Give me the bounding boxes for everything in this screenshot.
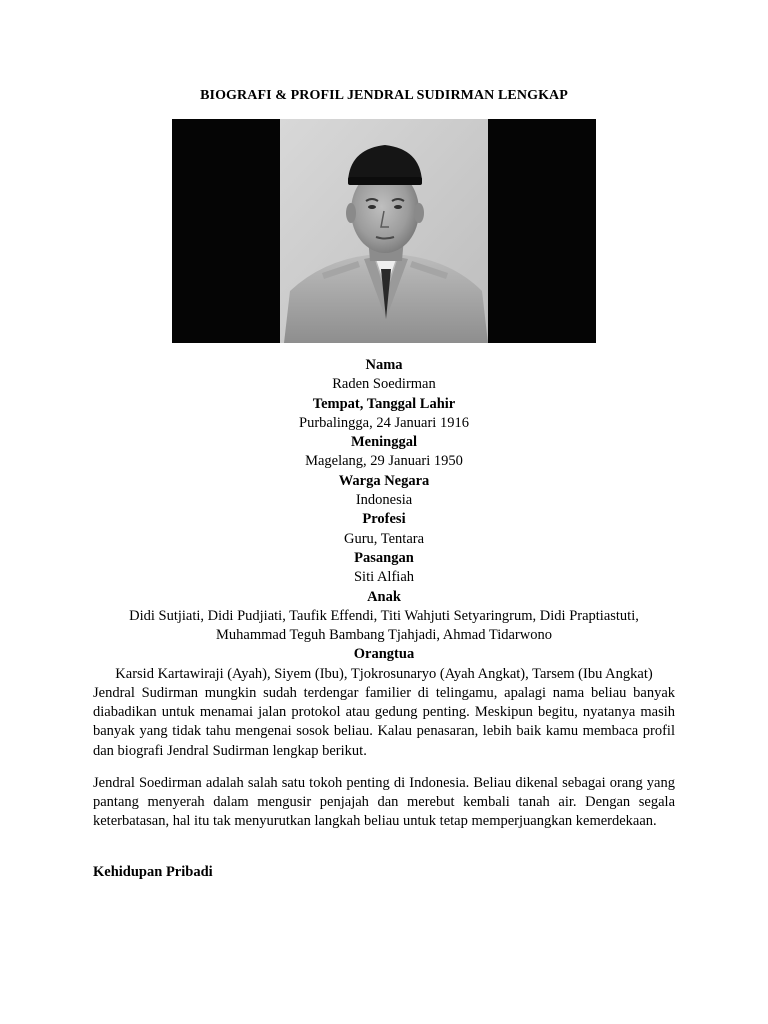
section-heading: Kehidupan Pribadi	[93, 864, 213, 880]
warga-negara-label: Warga Negara	[338, 472, 430, 489]
warga-negara-value: Indonesia	[355, 492, 413, 509]
anak-value-line2: Muhammad Teguh Bambang Tjahjadi, Ahmad Tidarwono	[216, 627, 552, 644]
portrait-photo	[172, 119, 596, 343]
meninggal-label: Meninggal	[350, 434, 418, 451]
meninggal-value: Magelang, 29 Januari 1950	[305, 453, 463, 470]
pasangan-value: Siti Alfiah	[353, 569, 415, 586]
summary-paragraph: Jendral Soedirman adalah salah satu tokoh penting di Indonesia. Beliau dikenal sebagai orang yang pantang menyerah dalam mengusir penjajah dan merebut kembali tanah air. Dengan segala keterbatasan, hal itu tak menyurutkan langkah beliau untuk tetap memperjuangkan kemerdekaan.	[93, 775, 675, 830]
intro-paragraph: Jendral Sudirman mungkin sudah terdengar familier di telingamu, apalagi nama beliau banyak diabadikan untuk menamai jalan protokol atau gedung penting. Meskipun begitu, nyatanya masih banyak yang tidak tahu mengenai sosok beliau. Kalau penasaran, lebih baik kamu membaca profil dan biografi Jendral Sudirman lengkap berikut.	[93, 685, 675, 759]
nama-label: Nama	[365, 357, 403, 373]
nama-value: Raden Soedirman	[332, 376, 436, 393]
document-title: BIOGRAFI & PROFIL JENDRAL SUDIRMAN LENGKAP	[200, 88, 568, 103]
anak-value-line1: Didi Sutjiati, Didi Pudjiati, Taufik Effendi, Titi Wahjuti Setyaringrum, Didi Praptiastuti,	[129, 607, 639, 624]
profesi-label: Profesi	[362, 511, 406, 528]
orangtua-label: Orangtua	[353, 646, 415, 663]
lahir-value: Purbalingga, 24 Januari 1916	[299, 414, 469, 431]
lahir-label: Tempat, Tanggal Lahir	[312, 395, 456, 412]
profile-block	[90, 356, 678, 684]
pasangan-label: Pasangan	[354, 549, 414, 566]
anak-label: Anak	[367, 588, 401, 605]
profesi-value: Guru, Tentara	[343, 530, 425, 547]
orangtua-value: Karsid Kartawiraji (Ayah), Siyem (Ibu), Tjokrosunaryo (Ayah Angkat), Tarsem (Ibu Angkat)	[115, 665, 653, 682]
